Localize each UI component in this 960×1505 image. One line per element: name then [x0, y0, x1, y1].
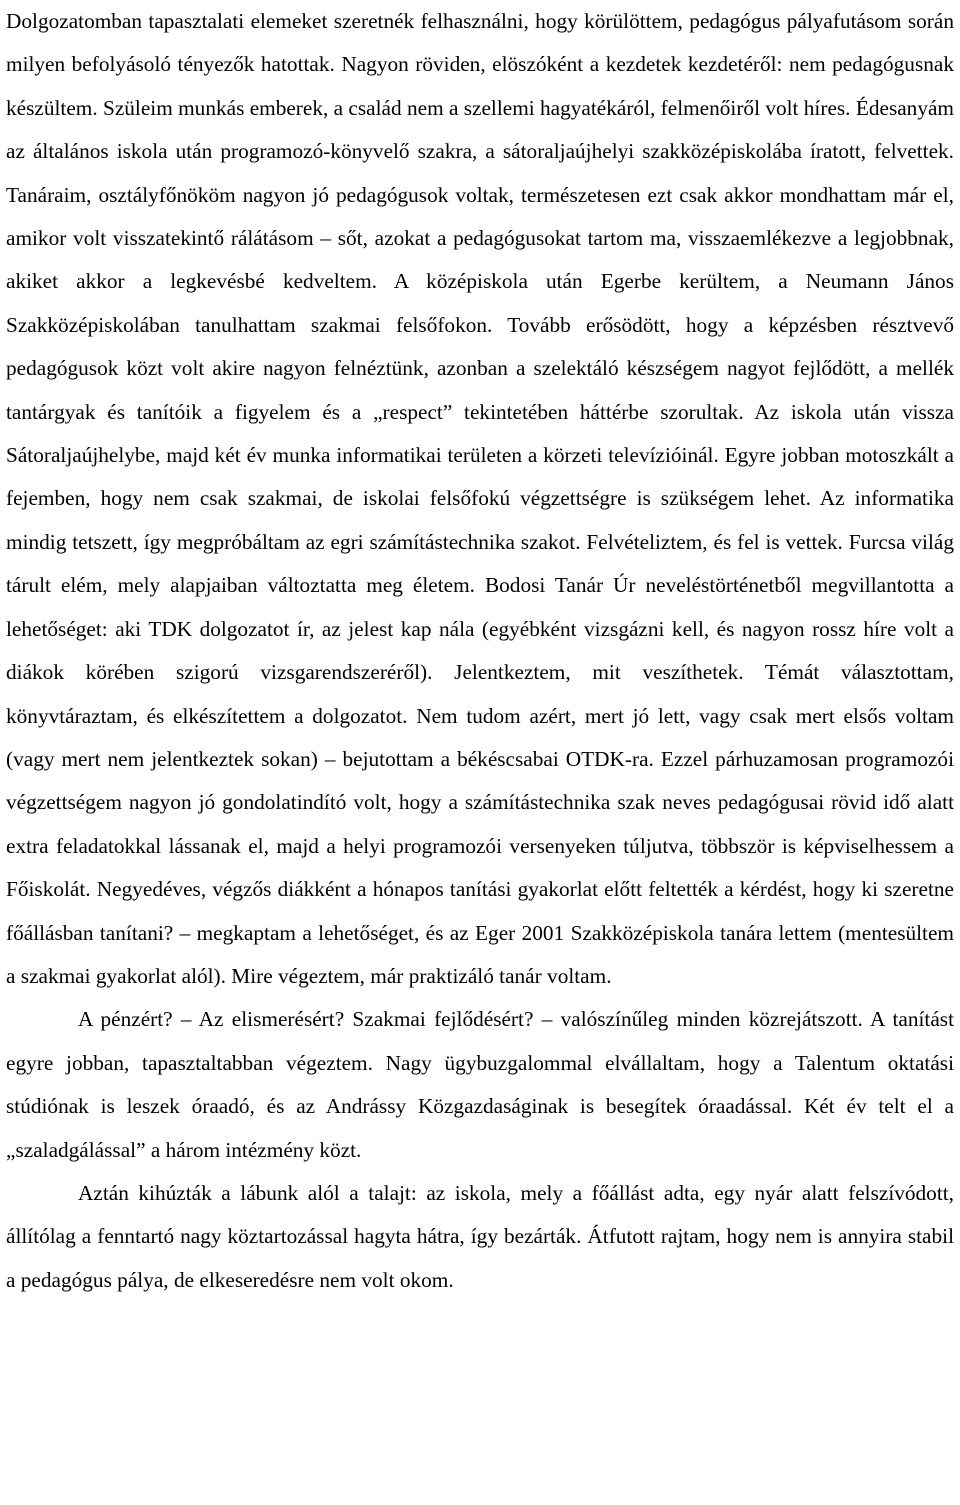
- paragraph-2: A pénzért? – Az elismerésért? Szakmai fejlődésért? – valószínűleg minden közrejátszott. A tanítást egyre jobban, tapasztaltabban végeztem. Nagy ügybuzgalommal elvállaltam, hogy a Talentum oktatási stúdiónak is leszek óraadó, és az Andrássy Közgazdaságinak is besegítek óraadással. Két év telt el a „szaladgálással” a három intézmény közt.: [6, 1007, 954, 1162]
- paragraph-1: Dolgozatomban tapasztalati elemeket szeretnék felhasználni, hogy körülöttem, pedagógus pályafutásom során milyen befolyásoló tényezők hatottak. Nagyon röviden, elöszóként a kezdetek kezdetéről: nem pedagógusnak készültem. Szüleim munkás emberek, a család nem a szellemi hagyatékáról, felmenőiről volt híres. Édesanyám az általános iskola után programozó-könyvelő szakra, a sátoraljaújhelyi szakközépiskolába íratott, felvettek. Tanáraim, osztályfőnököm nagyon jó pedagógusok voltak, természetesen ezt csak akkor mondhattam már el, amikor volt visszatekintő rálátásom – sőt, azokat a pedagógusokat tartom ma, visszaemlékezve a legjobbnak, akiket akkor a legkevésbé kedveltem. A középiskola után Egerbe kerültem, a Neumann János Szakközépiskolában tanulhattam szakmai felsőfokon. Tovább erősödött, hogy a képzésben résztvevő pedagógusok közt volt akire nagyon felnéztünk, azonban a szelektáló készségem nagyot fejlődött, a mellék tantárgyak és tanítóik a figyelem és a „respect” tekintetében háttérbe szorultak. Az iskola után vissza Sátoraljaújhelybe, majd két év munka informatikai területen a körzeti televízióinál. Egyre jobban motoszkált a fejemben, hogy nem csak szakmai, de iskolai felsőfokú végzettségre is szükségem lehet. Az informatika mindig tetszett, így megpróbáltam az egri számítástechnika szakot. Felvételiztem, és fel is vettek. Furcsa világ tárult elém, mely alapjaiban változtatta meg életem. Bodosi Tanár Úr neveléstörténetből megvillantotta a lehetőséget: aki TDK dolgozatot ír, az jelest kap nála (egyébként vizsgázni kell, és nagyon rossz híre volt a diákok körében szigorú vizsgarendszeréről). Jelentkeztem, mit veszíthetek. Témát választottam, könyvtáraztam, és elkészítettem a dolgozatot. Nem tudom azért, mert jó lett, vagy csak mert elsős voltam (vagy mert nem jelentkeztek sokan) – bejutottam a békéscsabai OTDK-ra. Ezzel párhuzamosan programozói végzettségem nagyon jó gondolatindító volt, hogy a számítástechnika szak neves pedagógusai rövid idő alatt extra feladatokkal lássanak el, majd a helyi programozói versenyeken túljutva, többször is képviselhessem a Főiskolát. Negyedéves, végzős diákként a hónapos tanítási gyakorlat előtt feltették a kérdést, hogy ki szeretne főállásban tanítani? – megkaptam a lehetőséget, és az Eger 2001 Szakközépiskola tanára lettem (mentesültem a szakmai gyakorlat alól). Mire végeztem, már praktizáló tanár voltam.: [6, 9, 954, 988]
- document-page: [6, 0, 954, 1302]
- paragraph-3: Aztán kihúzták a lábunk alól a talajt: az iskola, mely a főállást adta, egy nyár alatt felszívódott, állítólag a fenntartó nagy köztartozással hagyta hátra, így bezárták. Átfutott rajtam, hogy nem is annyira stabil a pedagógus pálya, de elkeseredésre nem volt okom.: [6, 1180, 954, 1292]
